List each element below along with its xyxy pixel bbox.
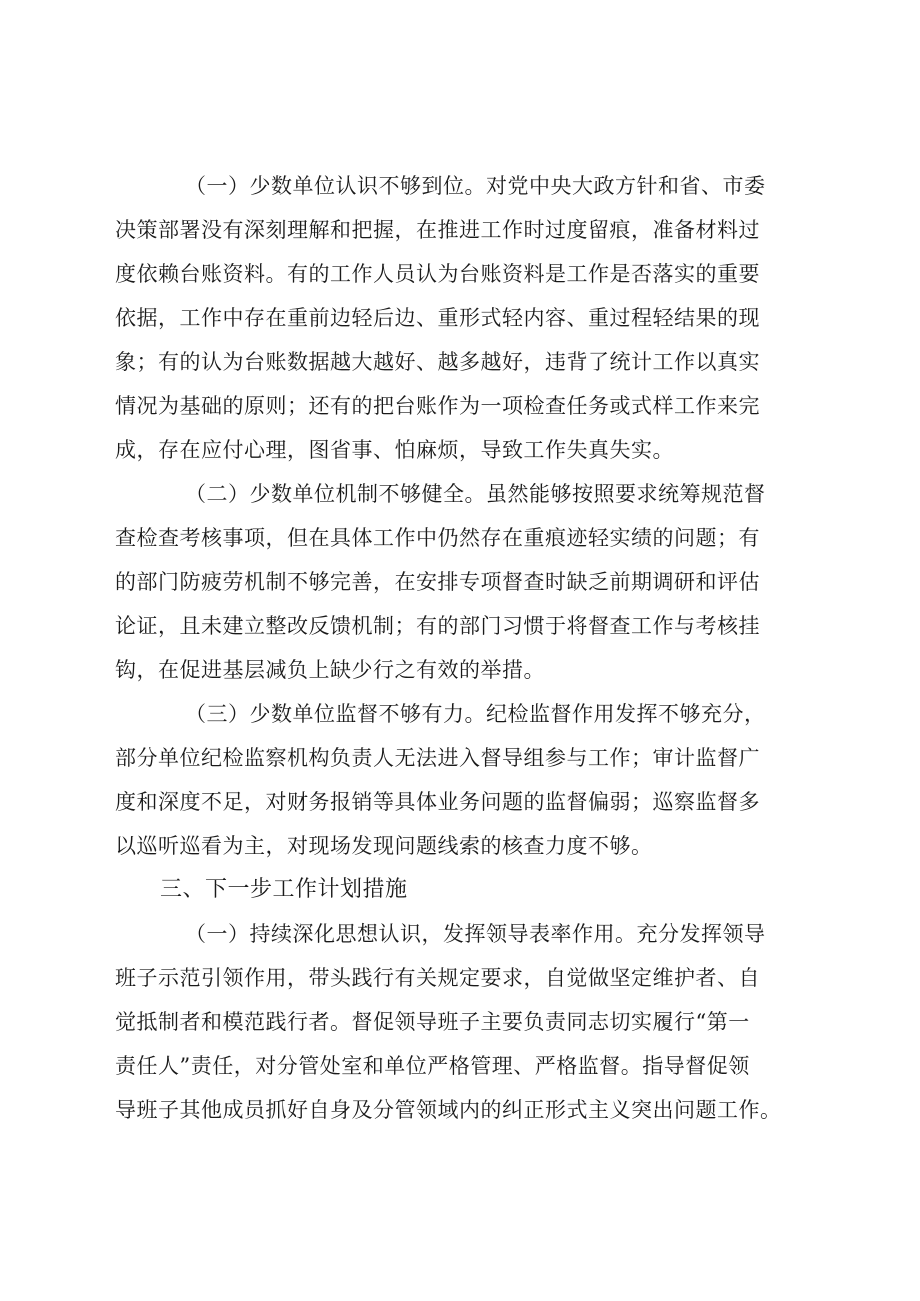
p4-line-3: 觉抵制者和模范践行者。督促领导班子主要负责同志切实履行“第一 <box>115 1010 750 1034</box>
p1-line-1: （一）少数单位认识不够到位。对党中央大政方针和省、市委 <box>185 174 766 198</box>
p4-line-5: 导班子其他成员抓好自身及分管领域内的纠正形式主义突出问题工作。 <box>115 1098 782 1122</box>
p1-line-7: 成，存在应付心理，图省事、怕麻烦，导致工作失真失实。 <box>115 438 674 462</box>
p2-line-3: 的部门防疲劳机制不够完善，在安排专项督查时缺乏前期调研和评估 <box>115 570 760 594</box>
p1-line-2: 决策部署没有深刻理解和把握，在推进工作时过度留痕，准备材料过 <box>115 218 760 242</box>
p3-line-1: （三）少数单位监督不够有力。纪检监督作用发挥不够充分， <box>185 702 766 726</box>
p1-line-4: 依据，工作中存在重前边轻后边、重形式轻内容、重过程轻结果的现 <box>115 306 760 330</box>
p1-line-5: 象；有的认为台账数据越大越好、越多越好，违背了统计工作以真实 <box>115 350 760 374</box>
p1-line-6: 情况为基础的原则；还有的把台账作为一项检查任务或式样工作来完 <box>115 394 760 418</box>
p3-line-4: 以巡听巡看为主，对现场发现问题线索的核查力度不够。 <box>115 834 653 858</box>
section-heading: 三、下一步工作计划措施 <box>160 877 408 902</box>
p1-line-3: 度依赖台账资料。有的工作人员认为台账资料是工作是否落实的重要 <box>115 262 760 286</box>
p2-line-5: 钩，在促进基层减负上缺少行之有效的举措。 <box>115 658 545 682</box>
p2-line-1: （二）少数单位机制不够健全。虽然能够按照要求统筹规范督 <box>185 482 766 506</box>
p3-line-2: 部分单位纪检监察机构负责人无法进入督导组参与工作；审计监督广 <box>115 746 760 770</box>
p2-line-4: 论证，且未建立整改反馈机制；有的部门习惯于将督查工作与考核挂 <box>115 614 760 638</box>
p4-line-4: 责任人”责任，对分管处室和单位严格管理、严格监督。指导督促领 <box>115 1054 750 1078</box>
p3-line-3: 度和深度不足，对财务报销等具体业务问题的监督偏弱；巡察监督多 <box>115 790 760 814</box>
p4-line-1: （一）持续深化思想认识，发挥领导表率作用。充分发挥领导 <box>185 922 766 946</box>
p4-line-2: 班子示范引领作用，带头践行有关规定要求，自觉做坚定维护者、自 <box>115 966 760 990</box>
p2-line-2: 查检查考核事项，但在具体工作中仍然存在重痕迹轻实绩的问题；有 <box>115 526 760 550</box>
